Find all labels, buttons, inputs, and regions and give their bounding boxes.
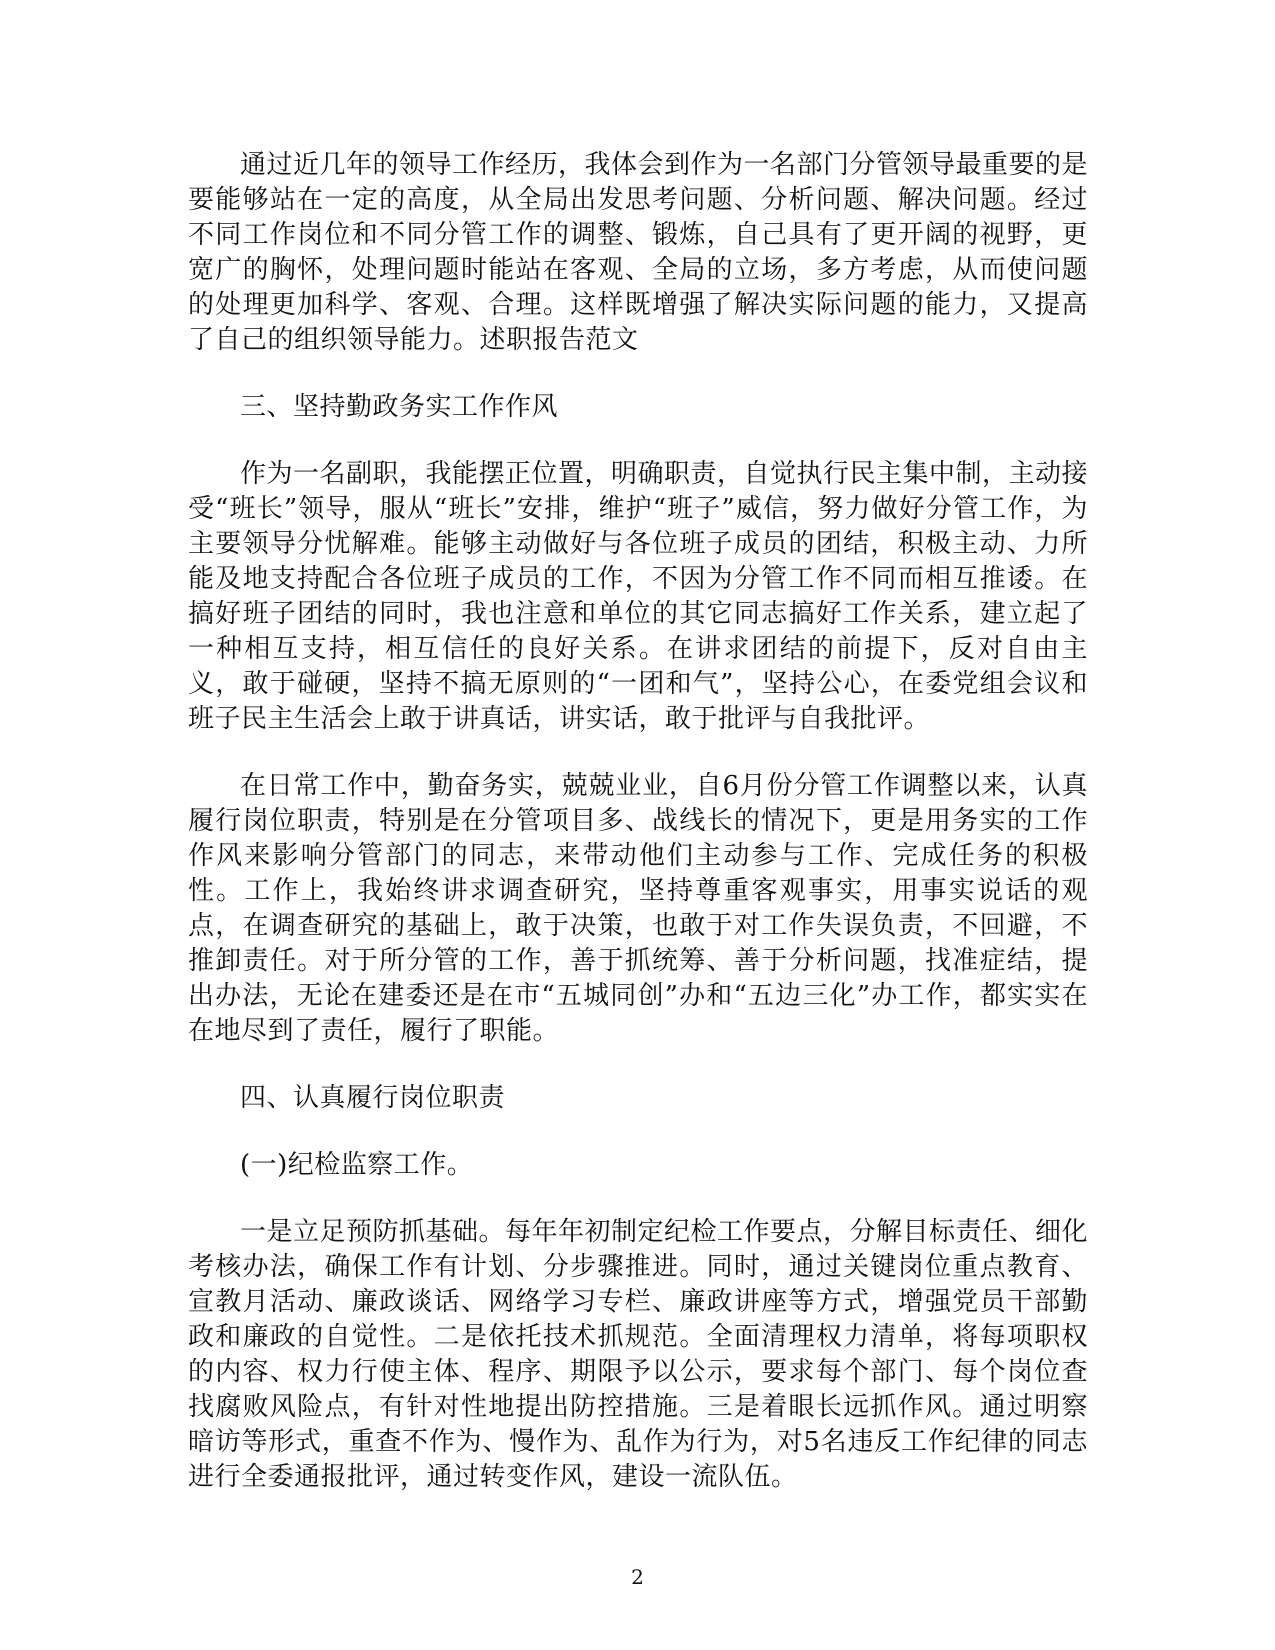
document-body — [188, 148, 1088, 1495]
subsection-heading-1: (一)纪检监察工作。 — [240, 1150, 474, 1180]
paragraph-leadership-experience: 通过近几年的领导工作经历，我体会到作为一名部门分管领导最重要的是要能够站在一定的高度，从全局出发思考问题、分析问题、解决问题。经过不同工作岗位和不同分管工作的调整、锻炼，自己具有了更开阔的视野，更宽广的胸怀，处理问题时能站在客观、全局的立场，多方考虑，从而使问题的处理更加科学、客观、合理。这样既增强了解决实际问题的能力，又提高了自己的组织领导能力。述职报告范文 — [188, 150, 1089, 355]
page-number: 2 — [631, 1565, 644, 1589]
paragraph-daily-work: 在日常工作中，勤奋务实，兢兢业业，自6月份分管工作调整以来，认真履行岗位职责，特别是在分管项目多、战线长的情况下，更是用务实的工作作风来影响分管部门的同志，来带动他们主动参与工作、完成任务的积极性。工作上，我始终讲求调查研究，坚持尊重客观事实，用事实说话的观点，在调查研究的基础上，敢于决策，也敢于对工作失误负责，不回避，不推卸责任。对于所分管的工作，善于抓统筹、善于分析问题，找准症结，提出办法，无论在建委还是在市“五城同创”办和“五边三化”办工作，都实实在在地尽到了责任，履行了职能。 — [188, 771, 1088, 1046]
paragraph-discipline-inspection: 一是立足预防抓基础。每年年初制定纪检工作要点，分解目标责任、细化考核办法，确保工作有计划、分步骤推进。同时，通过关键岗位重点教育、宣教月活动、廉政谈话、网络学习专栏、廉政讲座等方式，增强党员干部勤政和廉政的自觉性。二是依托技术抓规范。全面清理权力清单，将每项职权的内容、权力行使主体、程序、期限予以公示，要求每个部门、每个岗位查找腐败风险点，有针对性地提出防控措施。三是着眼长远抓作风。通过明察暗访等形式，重查不作为、慢作为、乱作为行为，对5名违反工作纪律的同志进行全委通报批评，通过转变作风，建设一流队伍。 — [188, 1217, 1089, 1492]
section-heading-4: 四、认真履行岗位职责 — [240, 1083, 506, 1113]
paragraph-deputy-role: 作为一名副职，我能摆正位置，明确职责，自觉执行民主集中制，主动接受“班长”领导，服从“班长”安排，维护“班子”威信，努力做好分管工作，为主要领导分忧解难。能够主动做好与各位班子成员的团结，积极主动、力所能及地支持配合各位班子成员的工作，不因为分管工作不同而相互推诿。在搞好班子团结的同时，我也注意和单位的其它同志搞好工作关系，建立起了一种相互支持，相互信任的良好关系。在讲求团结的前提下，反对自由主义，敢于碰硬，坚持不搞无原则的“一团和气”，坚持公心，在委党组会议和班子民主生活会上敢于讲真话，讲实话，敢于批评与自我批评。 — [188, 459, 1089, 734]
section-heading-3: 三、坚持勤政务实工作作风 — [240, 392, 559, 422]
